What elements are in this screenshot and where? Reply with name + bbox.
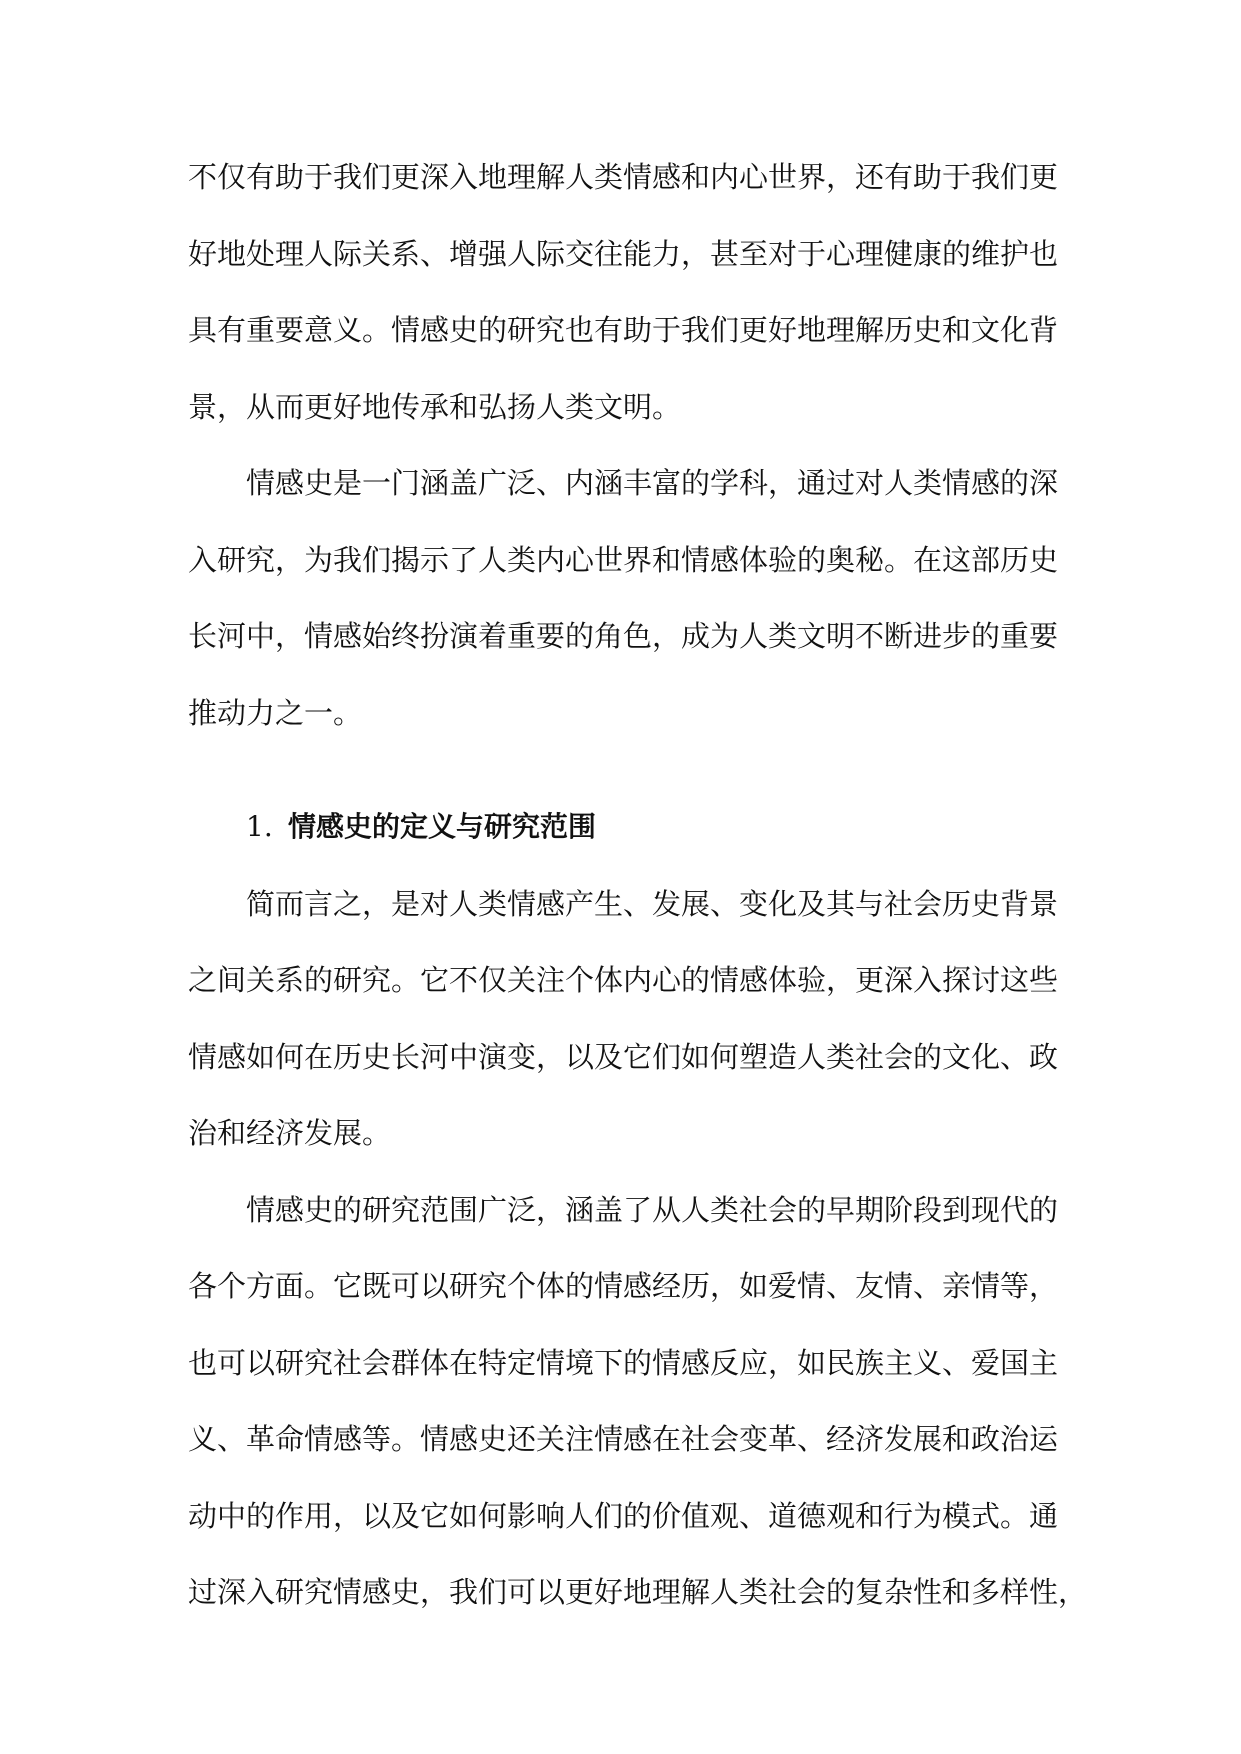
text-line: 情感史的研究范围广泛，涵盖了从人类社会的早期阶段到现代的 [246, 1192, 1059, 1227]
text-line: 景，从而更好地传承和弘扬人类文明。 [188, 389, 682, 424]
text-line: 情感史是一门涵盖广泛、内涵丰富的学科，通过对人类情感的深 [246, 466, 1059, 500]
text-line: 长河中，情感始终扮演着重要的角色，成为人类文明不断进步的重要 [188, 619, 1059, 653]
paragraph [188, 139, 1058, 445]
paragraph [188, 445, 1058, 751]
text-line: 具有重要意义。情感史的研究也有助于我们更好地理解历史和文化背 [188, 313, 1059, 347]
section-heading [188, 789, 1058, 866]
text-line: 入研究，为我们揭示了人类内心世界和情感体验的奥秘。在这部历史 [188, 542, 1059, 577]
text-line: 不仅有助于我们更深入地理解人类情感和内心世界，还有助于我们更 [188, 160, 1059, 194]
text-line: 情感如何在历史长河中演变，以及它们如何塑造人类社会的文化、政 [188, 1039, 1059, 1074]
text-line: 各个方面。它既可以研究个体的情感经历，如爱情、友情、亲情等， [188, 1269, 1059, 1303]
text-line: 好地处理人际关系、增强人际交往能力，甚至对于心理健康的维护也 [188, 236, 1059, 271]
text-line: 之间关系的研究。它不仅关注个体内心的情感体验，更深入探讨这些 [188, 963, 1059, 997]
paragraph [188, 866, 1058, 1172]
section-number: 1. [246, 810, 273, 843]
paragraph [188, 1172, 1088, 1631]
text-line: 过深入研究情感史，我们可以更好地理解人类社会的复杂性和多样性， [188, 1575, 1088, 1609]
text-line: 义、革命情感等。情感史还关注情感在社会变革、经济发展和政治运 [188, 1422, 1059, 1456]
text-line: 简而言之，是对人类情感产生、发展、变化及其与社会历史背景 [246, 886, 1059, 921]
document-page [188, 139, 1088, 1631]
text-line: 也可以研究社会群体在特定情境下的情感反应，如民族主义、爱国主 [188, 1345, 1059, 1380]
text-line: 推动力之一。 [188, 695, 363, 730]
section-title: 情感史的定义与研究范围 [288, 810, 597, 843]
text-line: 动中的作用，以及它如何影响人们的价值观、道德观和行为模式。通 [188, 1498, 1059, 1533]
text-line: 治和经济发展。 [188, 1116, 392, 1150]
